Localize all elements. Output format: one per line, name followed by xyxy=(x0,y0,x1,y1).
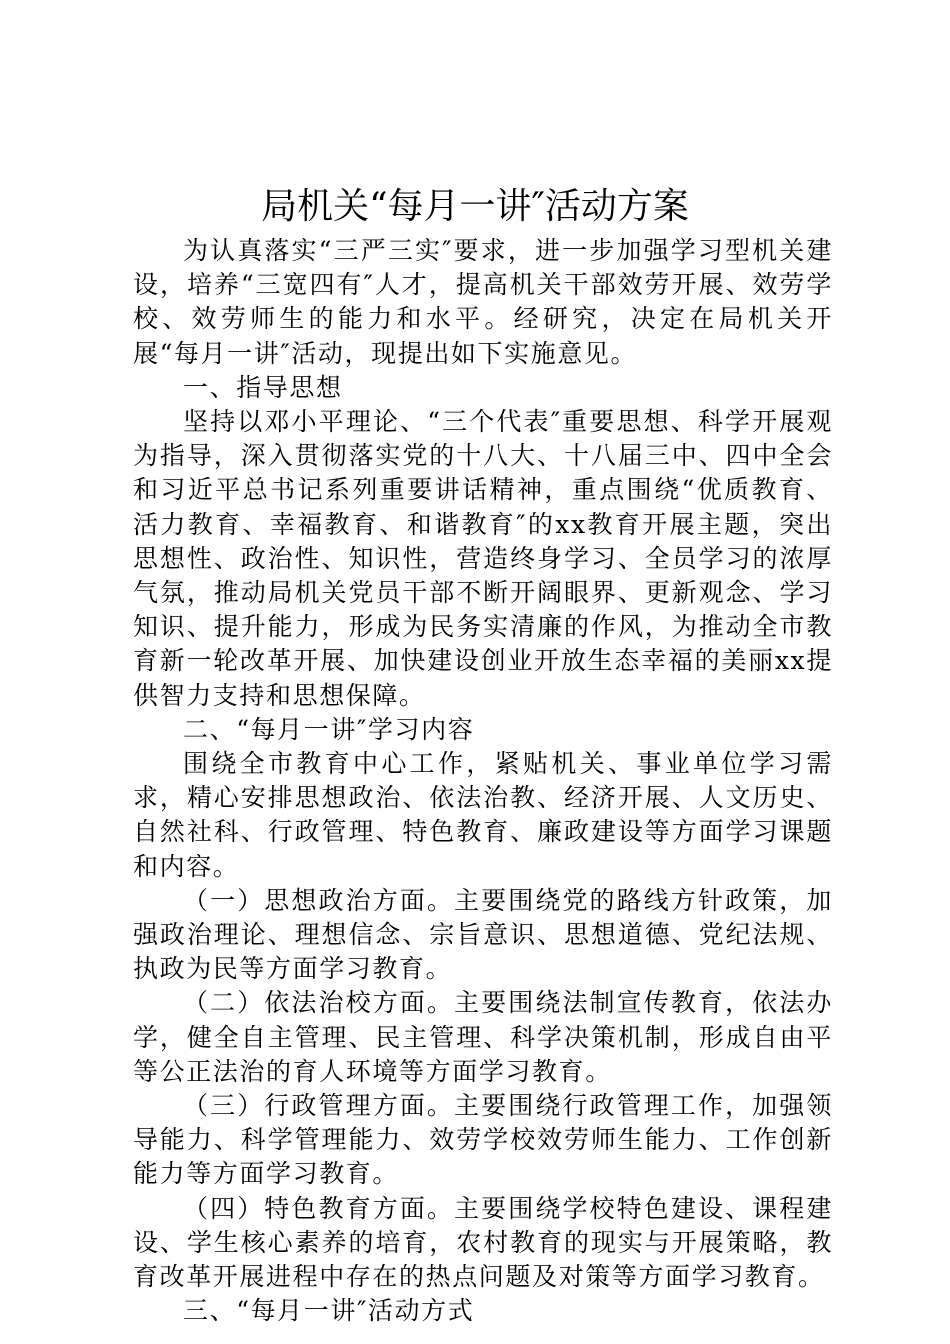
section-heading-activity-format: 三、“每月一讲″活动方式 xyxy=(183,1296,475,1326)
document-body xyxy=(133,234,833,1329)
intro-paragraph: 为认真落实“三严三实″要求，进一步加强学习型机关建设，培养“三宽四有″人才，提高机关干部效劳开展、效劳学校、效劳师生的能力和水平。经研究，决定在局机关开展“每月一讲″活动，现提出如下实施意见。 xyxy=(133,236,833,368)
item-administration: （三）行政管理方面。主要围绕行政管理工作，加强领导能力、科学管理能力、效劳学校效劳师生能力、工作创新能力等方面学习教育。 xyxy=(133,1091,833,1189)
section-heading-guiding-thought: 一、指导思想 xyxy=(183,372,343,402)
item-featured-education: （四）特色教育方面。主要围绕学校特色建设、课程建设、学生核心素养的培育，农村教育的现实与开展策略，教育改革开展进程中存在的热点问题及对策等方面学习教育。 xyxy=(133,1193,833,1292)
item-rule-of-law: （二）依法治校方面。主要围绕法制宣传教育，依法办学，健全自主管理、民主管理、科学决策机制，形成自由平等公正法治的育人环境等方面学习教育。 xyxy=(133,988,833,1086)
document-title: 局机关“每月一讲″活动方案 xyxy=(261,186,689,227)
item-political-thought: （一）思想政治方面。主要围绕党的路线方针政策，加强政治理论、理想信念、宗旨意识、思想道德、党纪法规、执政为民等方面学习教育。 xyxy=(133,885,833,984)
section-heading-learning-content: 二、“每月一讲″学习内容 xyxy=(183,714,475,744)
guiding-thought-paragraph: 坚持以邓小平理论、“三个代表″重要思想、科学开展观为指导，深入贯彻落实党的十八大、十八届三中、四中全会和习近平总书记系列重要讲话精神，重点围绕“优质教育、活力教育、幸福教育、和谐教育″的xx教育开展主题，突出思想性、政治性、知识性，营造终身学习、全员学习的浓厚气氛，推动局机关党员干部不断开阔眼界、更新观念、学习知识、提升能力，形成为民务实清廉的作风，为推动全市教育新一轮改革开展、加快建设创业开放生态幸福的美丽xx提供智力支持和思想保障。 xyxy=(133,407,833,710)
learning-content-paragraph: 围绕全市教育中心工作，紧贴机关、事业单位学习需求，精心安排思想政治、依法治教、经济开展、人文历史、自然社科、行政管理、特色教育、廉政建设等方面学习课题和内容。 xyxy=(133,749,833,881)
